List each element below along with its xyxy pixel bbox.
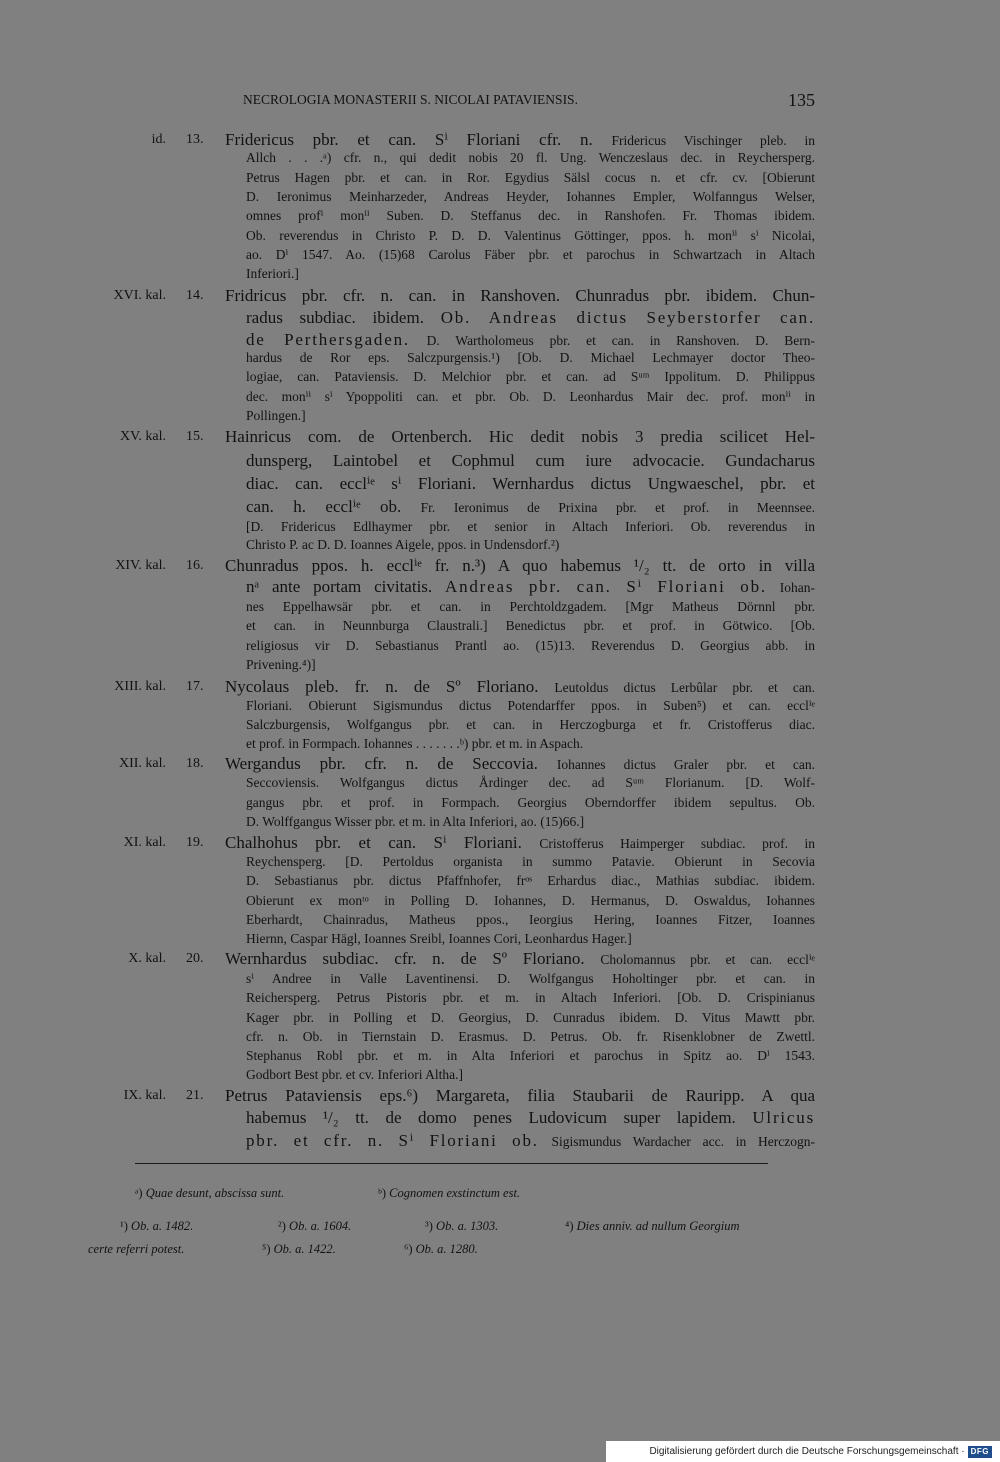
footnote-continuation xyxy=(88,1241,184,1257)
entry-line xyxy=(246,1046,815,1066)
entry-line xyxy=(246,517,815,537)
entry-line xyxy=(225,555,815,577)
entry-line xyxy=(246,1065,815,1085)
footnote-mark: ⁵) xyxy=(262,1242,271,1256)
date-label: XI. kal. xyxy=(123,835,166,850)
footnote-mark: ⁶) xyxy=(404,1242,413,1256)
text-segment: Godbort Best pbr. et cv. Inferiori Altha.] xyxy=(246,1067,463,1082)
text-segment: Ob. reverendus in Christo P. D. D. Valentinus Göttinger, ppos. h. monⁱⁱ sⁱ Nicolai, xyxy=(246,228,815,243)
entry-line xyxy=(246,969,815,989)
entry-line xyxy=(246,696,815,716)
entry-line xyxy=(246,988,815,1008)
footnote-mark: ⁴) xyxy=(565,1219,574,1233)
text-segment: Fridricus pbr. cfr. n. can. in Ranshoven. Chunradus pbr. ibidem. Chun- xyxy=(225,286,815,305)
text-segment: diac. can. ecclⁱᵉ sⁱ Floriani. Wernhardus dictus Ungwaeschel, pbr. et xyxy=(246,474,815,493)
footnote xyxy=(120,1218,193,1234)
entry-line xyxy=(246,148,815,168)
text-segment: Wergandus pbr. cfr. n. de Seccovia. xyxy=(225,754,538,773)
entry-line xyxy=(246,535,815,555)
text-segment: Christo P. ac D. D. Ioannes Aigele, ppos. in Undensdorf.²) xyxy=(246,537,560,552)
text-segment: logiae, can. Pataviensis. D. Melchior pbr. et can. ad Sᵘᵐ Ippolitum. D. Philippus xyxy=(246,369,815,384)
entry-line xyxy=(246,1130,815,1152)
text-segment: D. Wartholomeus pbr. et can. in Ranshoven. D. Bern- xyxy=(426,333,816,348)
footnote xyxy=(262,1241,336,1257)
footnote-text: Ob. a. 1482. xyxy=(131,1219,194,1233)
text-segment: dunsperg, Laintobel et Cophmul cum iure advocacie. Gundacharus xyxy=(246,451,815,470)
text-segment: D. Wolffgangus Wisser pbr. et m. in Alta Inferiori, ao. (15)66.] xyxy=(246,814,585,829)
page-number: 135 xyxy=(788,90,815,110)
text-segment: Pollingen.] xyxy=(246,408,306,423)
entry-line xyxy=(246,264,815,284)
text-segment: [D. Fridericus Edlhaymer pbr. et senior in Altach Inferiori. Ob. reverendus in xyxy=(246,519,815,534)
date-label: XIV. kal. xyxy=(115,558,166,573)
entry-line xyxy=(246,616,815,636)
footnote-mark: ᵇ) xyxy=(378,1186,387,1200)
text-segment: hardus de Ror eps. Salczpurgensis.¹) [Ob. D. Michael Lechmayer doctor Theo- xyxy=(246,350,815,365)
text-segment: radus subdiac. ibidem. xyxy=(246,308,424,327)
entry-line xyxy=(246,715,815,735)
text-segment: Seccoviensis. Wolfgangus dictus Årdinger dec. ad Sᵘᵐ Florianum. [D. Wolf- xyxy=(246,775,815,790)
day-number: 20. xyxy=(186,951,204,966)
day-number: 18. xyxy=(186,756,204,771)
entry-line xyxy=(246,406,815,426)
day-number: 17. xyxy=(186,679,204,694)
text-segment: Petrus Hagen pbr. et can. in Ror. Egydius Sälsl cocus n. et cfr. cv. [Obierunt xyxy=(246,170,815,185)
footer-credit xyxy=(606,1441,1000,1462)
text-segment: Fridericus pbr. et can. Sⁱ Floriani cfr. n. xyxy=(225,130,593,149)
text-segment: Floriani. Obierunt Sigismundus dictus Potendarffer ppos. in Suben⁵) et can. ecclⁱᵉ xyxy=(246,698,815,713)
text-segment: D. Ieronimus Meinharzeder, Andreas Heyder, Iohannes Empler, Wolfanngus Welser, xyxy=(246,189,815,204)
dfg-logo: DFG xyxy=(968,1446,992,1458)
entry-line xyxy=(225,753,815,775)
text-segment: nᵃ ante portam civitatis. xyxy=(246,577,433,596)
footnote-mark: ²) xyxy=(278,1219,286,1233)
entry-line xyxy=(225,832,815,854)
text-segment: D. Sebastianus pbr. dictus Pfaffnhofer, frᵒˢ Erhardus diac., Mathias subdiac. ibidem. xyxy=(246,873,815,888)
entry-line xyxy=(246,597,815,617)
footnote xyxy=(425,1218,498,1234)
footnote-text: Ob. a. 1604. xyxy=(289,1219,352,1233)
date-label: IX. kal. xyxy=(123,1088,166,1103)
date-label: XIII. kal. xyxy=(114,679,166,694)
date-label: X. kal. xyxy=(128,951,166,966)
entry-line xyxy=(246,496,815,518)
footnote-text: Quae desunt, abscissa sunt. xyxy=(145,1186,285,1200)
entry-line xyxy=(246,929,815,949)
footnote-text: Ob. a. 1303. xyxy=(436,1219,499,1233)
footnote-text: Ob. a. 1280. xyxy=(415,1242,478,1256)
date-label: XVI. kal. xyxy=(113,288,166,303)
text-segment: Cholomannus pbr. et can. ecclⁱᵉ xyxy=(600,952,816,967)
footnote-mark: ³) xyxy=(425,1219,433,1233)
footnote-text: Dies anniv. ad nullum Georgium xyxy=(576,1219,740,1233)
text-segment: Sigismundus Wardacher acc. in Herczogn- xyxy=(551,1134,815,1149)
text-segment: Nycolaus pleb. fr. n. de Sº Floriano. xyxy=(225,677,539,696)
footnote xyxy=(378,1185,520,1201)
entry-line xyxy=(225,1085,815,1107)
text-segment: dec. monⁱⁱ sⁱ Ypoppoliti can. et pbr. Ob. D. Leonhardus Mair dec. prof. monⁱⁱ in xyxy=(246,389,815,404)
entry-line xyxy=(246,734,815,754)
footnote-mark: ᵃ) xyxy=(135,1186,143,1200)
entry-line xyxy=(246,1107,815,1129)
text-segment: et prof. in Formpach. Iohannes . . . . . . .ᵇ) pbr. et m. in Aspach. xyxy=(246,736,584,751)
footer-credit-text: Digitalisierung gefördert durch die Deutsche Forschungsgemeinschaft · xyxy=(649,1446,965,1457)
entry-line xyxy=(225,948,815,970)
entry-line xyxy=(246,655,815,675)
entry-line xyxy=(246,187,815,207)
entry-line xyxy=(246,226,815,246)
text-segment: habemus ¹/₂ tt. de domo penes Ludovicum super lapidem. xyxy=(246,1108,736,1127)
entry-line xyxy=(225,676,815,698)
entry-line xyxy=(246,910,815,930)
text-segment: Reichersperg. Petrus Pistoris pbr. et m. in Altach Inferiori. [Ob. D. Crispinianus xyxy=(246,990,815,1005)
text-segment: Kager pbr. in Polling et D. Georgius, D. Cunradus ibidem. D. Vitus Mawtt pbr. xyxy=(246,1010,815,1025)
text-segment: Salczburgensis, Wolfgangus pbr. et can. in Herczogburga et fr. Cristofferus diac. xyxy=(246,717,815,732)
entry-line xyxy=(246,367,815,387)
entry-line xyxy=(246,871,815,891)
footnote-text: certe referri potest. xyxy=(88,1242,185,1256)
entry-line xyxy=(246,636,815,656)
text-segment: Obierunt ex monᵗᵒ in Polling D. Iohannes, D. Hermanus, D. Oswaldus, Iohannes xyxy=(246,893,815,908)
entry-line xyxy=(246,473,815,495)
text-segment: Stephanus Robl pbr. et m. in Alta Inferiori et parochus in Spitz ao. Dⁱ 1543. xyxy=(246,1048,815,1063)
day-number: 14. xyxy=(186,288,204,303)
entry-line xyxy=(246,773,815,793)
text-segment: religiosus vir D. Sebastianus Prantl ao. (15)13. Reverendus D. Georgius abb. in xyxy=(246,638,815,653)
running-head: NECROLOGIA MONASTERII S. NICOLAI PATAVIENSIS. xyxy=(243,92,578,107)
text-segment: et can. in Neunnburga Claustrali.] Benedictus pbr. et prof. in Götwico. [Ob. xyxy=(246,618,815,633)
text-segment: omnes profⁱ monⁱⁱ Suben. D. Steffanus dec. in Ranshofen. Fr. Thomas ibidem. xyxy=(246,208,815,223)
entry-line xyxy=(246,852,815,872)
text-segment: Leutoldus dictus Lerbûlar pbr. et can. xyxy=(554,680,815,695)
text-segment: Ulricus xyxy=(752,1108,815,1127)
text-segment: Hiernn, Caspar Hägl, Ioannes Sreibl, Ioannes Cori, Leonhardus Hager.] xyxy=(246,931,632,946)
text-segment: cfr. n. Ob. in Tiernstain D. Erasmus. D. Petrus. Ob. fr. Risenklobner de Zwettl. xyxy=(246,1029,815,1044)
entry-line xyxy=(246,168,815,188)
footnote-text: Cognomen exstinctum est. xyxy=(389,1186,521,1200)
text-segment: Privening.⁴)] xyxy=(246,657,316,672)
text-segment: ao. Dⁱ 1547. Ao. (15)68 Carolus Fäber pbr. et parochus in Schwartzach in Altach xyxy=(246,247,815,262)
text-segment: de Perthersgaden. xyxy=(246,330,410,349)
date-label: id. xyxy=(151,132,166,147)
entry-line xyxy=(246,387,815,407)
text-segment: Chalhohus pbr. et can. Sⁱ Floriani. xyxy=(225,833,522,852)
text-segment: Chunradus ppos. h. ecclⁱᵉ fr. n.³) A quo habemus ¹/₂ tt. de orto in villa xyxy=(225,556,815,575)
footnote-rule xyxy=(135,1163,768,1164)
text-segment: sⁱ Andree in Valle Laventinensi. D. Wolfgangus Hoholtinger pbr. et can. in xyxy=(246,971,815,986)
text-segment: Petrus Pataviensis eps.⁶) Margareta, filia Staubarii de Rauripp. A qua xyxy=(225,1086,815,1105)
entry-line xyxy=(246,1008,815,1028)
entry-line xyxy=(225,285,815,307)
footnote xyxy=(404,1241,478,1257)
date-label: XII. kal. xyxy=(118,756,166,771)
text-segment: Hainricus com. de Ortenberch. Hic dedit nobis 3 predia scilicet Hel- xyxy=(225,427,815,446)
day-number: 21. xyxy=(186,1088,204,1103)
footnote xyxy=(565,1218,740,1234)
day-number: 16. xyxy=(186,558,204,573)
footnote-text: Ob. a. 1422. xyxy=(273,1242,336,1256)
text-segment: nes Eppelhawsär pbr. et can. in Perchtoldzgadem. [Mgr Matheus Dörnnl pbr. xyxy=(246,599,815,614)
text-segment: pbr. et cfr. n. Sⁱ Floriani ob. xyxy=(246,1131,539,1150)
footnote xyxy=(135,1185,284,1201)
text-segment: Reychensperg. [D. Pertoldus organista in summo Patavie. Obierunt in Secovia xyxy=(246,854,815,869)
day-number: 13. xyxy=(186,132,204,147)
text-segment: Ob. Andreas dictus Seyberstorfer can. xyxy=(440,308,816,327)
text-segment: gangus pbr. et prof. in Formpach. Georgius Oberndorffer ibidem sepultus. Ob. xyxy=(246,795,815,810)
day-number: 19. xyxy=(186,835,204,850)
text-segment: Fridericus Vischinger pleb. in xyxy=(611,133,816,148)
entry-line xyxy=(246,245,815,265)
text-segment: Allch . . .ᵃ) cfr. n., qui dedit nobis 20 fl. Ung. Wenczeslaus dec. in Reychersperg. xyxy=(246,150,815,165)
entry-line xyxy=(246,1027,815,1047)
text-segment: Wernhardus subdiac. cfr. n. de Sº Floriano. xyxy=(225,949,585,968)
text-segment: Inferiori.] xyxy=(246,266,299,281)
text-segment: Cristofferus Haimperger subdiac. prof. in xyxy=(539,836,816,851)
text-segment: can. h. ecclⁱᵉ ob. xyxy=(246,497,402,516)
text-segment: Iohannes dictus Graler pbr. et can. xyxy=(556,757,815,772)
day-number: 15. xyxy=(186,429,204,444)
text-segment: Andreas pbr. can. Sⁱ Floriani ob. xyxy=(445,577,767,596)
entry-line xyxy=(225,426,815,448)
footnote xyxy=(278,1218,351,1234)
entry-line xyxy=(246,812,815,832)
entry-line xyxy=(246,450,815,472)
entry-line xyxy=(246,891,815,911)
entry-line xyxy=(246,793,815,813)
footnote-mark: ¹) xyxy=(120,1219,128,1233)
text-segment: Eberhardt, Chainradus, Matheus ppos., Ieorgius Hering, Ioannes Fitzer, Ioannes xyxy=(246,912,815,927)
entry-line xyxy=(246,307,815,329)
entry-line xyxy=(246,206,815,226)
text-segment: Iohan- xyxy=(779,580,816,595)
entry-line xyxy=(246,348,815,368)
date-label: XV. kal. xyxy=(119,429,166,444)
entry-line xyxy=(246,576,815,598)
text-segment: Fr. Ieronimus de Prixina pbr. et prof. in Meennsee. xyxy=(420,500,815,515)
